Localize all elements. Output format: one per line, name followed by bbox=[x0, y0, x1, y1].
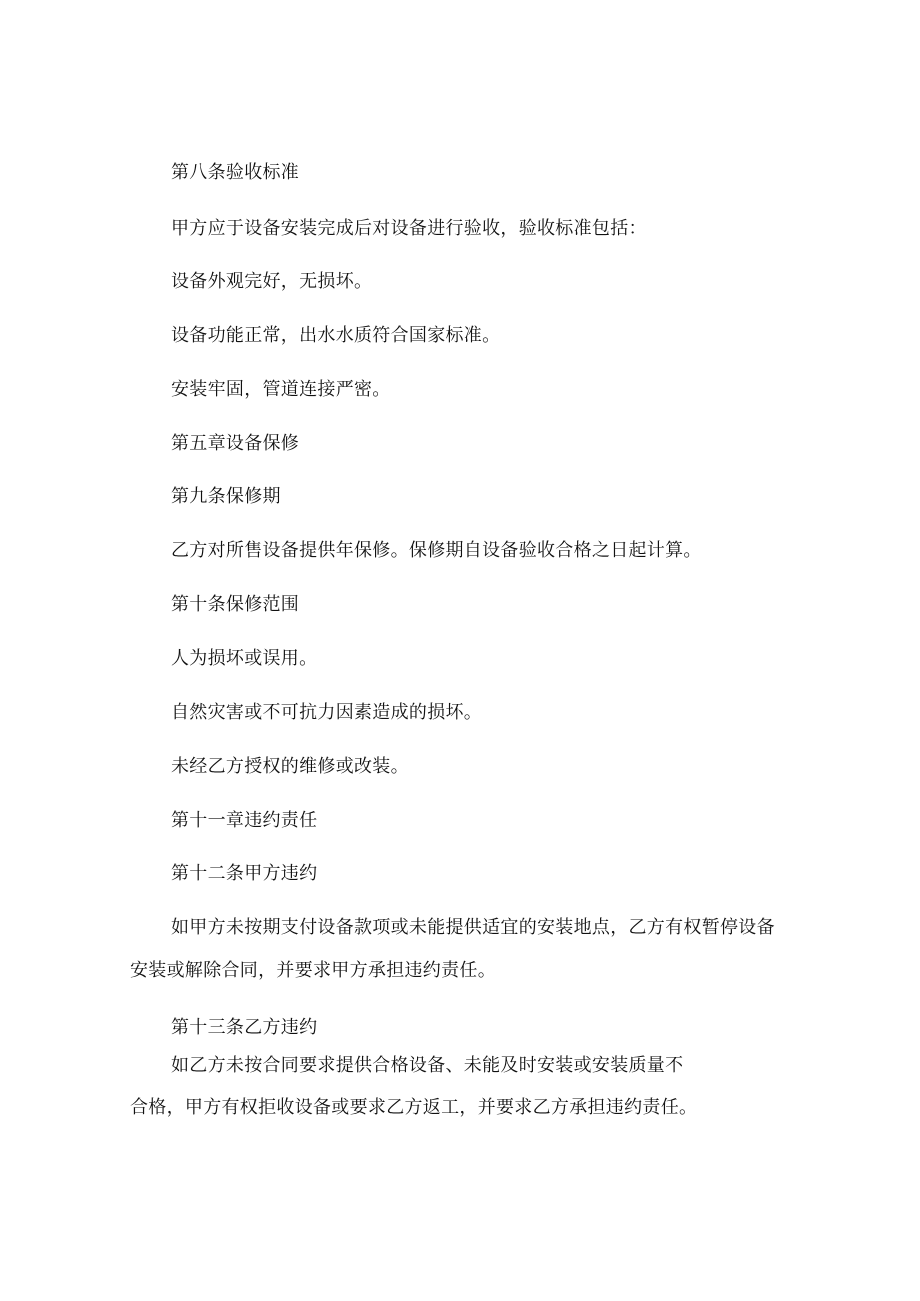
paragraph-party-a-breach-line-1: 如甲方未按期支付设备款项或未能提供适宜的安装地点，乙方有权暂停设备 bbox=[171, 917, 775, 938]
paragraph-party-a-breach-line-2: 安装或解除合同，并要求甲方承担违约责任。 bbox=[130, 960, 496, 981]
article-9-heading: 第九条保修期 bbox=[171, 486, 281, 507]
chapter-11-heading: 第十一章违约责任 bbox=[171, 810, 318, 831]
paragraph-warranty-item-2: 自然灾害或不可抗力因素造成的损坏。 bbox=[171, 702, 483, 723]
paragraph-warranty-item-1: 人为损坏或误用。 bbox=[171, 648, 318, 669]
paragraph-party-b-breach-line-2: 合格，甲方有权拒收设备或要求乙方返工，并要求乙方承担违约责任。 bbox=[130, 1097, 698, 1118]
paragraph-acceptance-intro: 甲方应于设备安装完成后对设备进行验收，验收标准包括： bbox=[171, 218, 647, 239]
paragraph-warranty-item-3: 未经乙方授权的维修或改装。 bbox=[171, 756, 409, 777]
paragraph-acceptance-item-1: 设备外观完好，无损坏。 bbox=[171, 271, 373, 292]
article-10-heading: 第十条保修范围 bbox=[171, 594, 300, 615]
article-12-heading: 第十二条甲方违约 bbox=[171, 863, 318, 884]
paragraph-warranty-period: 乙方对所售设备提供年保修。保修期自设备验收合格之日起计算。 bbox=[171, 540, 702, 561]
paragraph-party-b-breach-line-1: 如乙方未按合同要求提供合格设备、未能及时安装或安装质量不 bbox=[171, 1055, 684, 1076]
article-8-heading: 第八条验收标准 bbox=[171, 162, 300, 183]
paragraph-acceptance-item-3: 安装牢固，管道连接严密。 bbox=[171, 379, 391, 400]
article-13-heading: 第十三条乙方违约 bbox=[171, 1017, 318, 1038]
paragraph-acceptance-item-2: 设备功能正常，出水水质符合国家标准。 bbox=[171, 325, 501, 346]
chapter-5-heading: 第五章设备保修 bbox=[171, 433, 300, 454]
